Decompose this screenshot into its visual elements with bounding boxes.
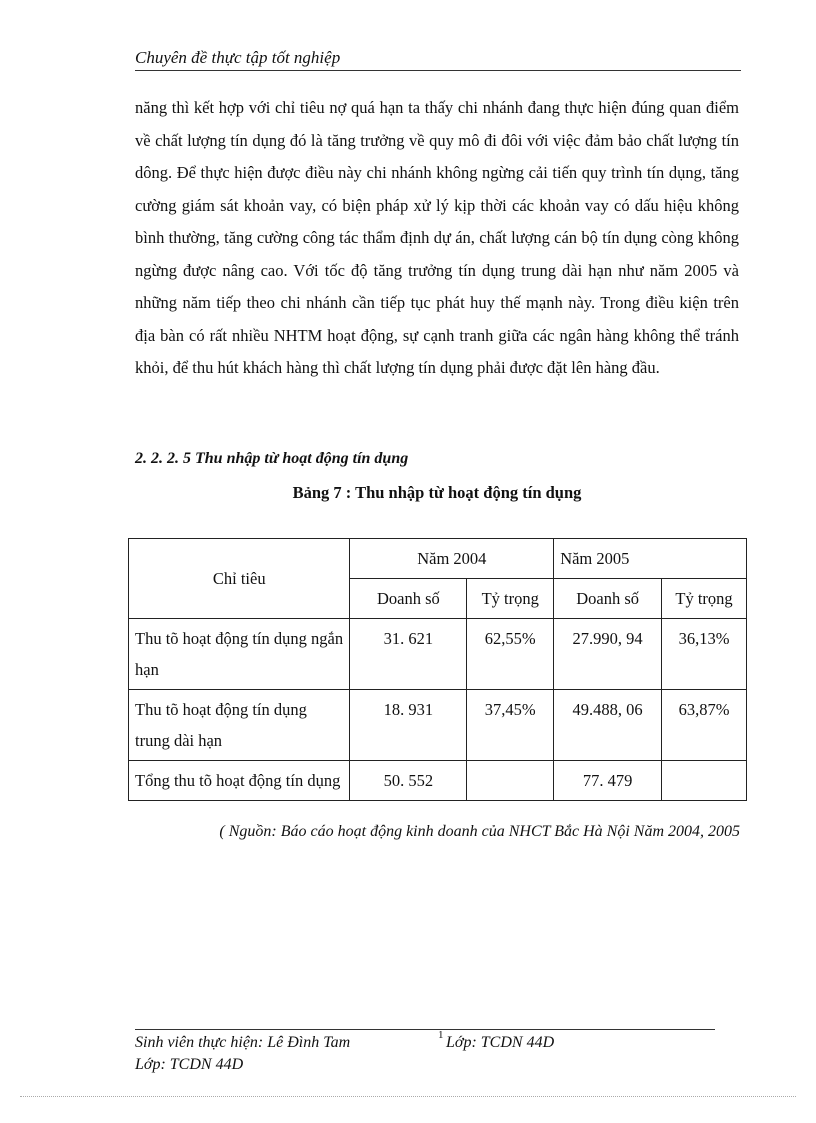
cell-share-2005: 36,13% xyxy=(662,619,747,690)
row-label: Thu tõ hoạt động tín dụng trung dài hạn xyxy=(129,690,350,761)
footer-class-repeat: Lớp: TCDN 44D xyxy=(135,1056,244,1073)
page-header xyxy=(135,48,741,71)
cell-share-2004: 37,45% xyxy=(467,690,554,761)
subheader-revenue-2004: Doanh số xyxy=(350,579,467,619)
cell-revenue-2005: 49.488, 06 xyxy=(554,690,662,761)
row-label: Thu tõ hoạt động tín dụng ngắn hạn xyxy=(129,619,350,690)
cell-revenue-2004: 18. 931 xyxy=(350,690,467,761)
subheader-share-2004: Tỷ trọng xyxy=(467,579,554,619)
header-title: Chuyên đề thực tập tốt nghiệp xyxy=(135,48,341,67)
footer-student: Sinh viên thực hiện: Lê Đình Tam xyxy=(135,1034,351,1051)
cell-share-2004 xyxy=(467,761,554,801)
cell-revenue-2005: 77. 479 xyxy=(554,761,662,801)
page-bottom-border xyxy=(20,1096,796,1097)
header-indicator: Chỉ tiêu xyxy=(129,539,350,619)
body-paragraph: năng thì kết hợp với chỉ tiêu nợ quá hạn ta thấy chi nhánh đang thực hiện đúng quan điểm về chất lượng tín dụng đó là tăng trưởng về quy mô đi đôi với việc đảm bảo chất lượng tín dông. Để thực hiện được điều này chi nhánh không ngừng cải tiến quy trình tín dụng, tăng cường giám sát khoản vay, có biện pháp xử lý kịp thời các khoản vay có dấu hiệu không bình thường, tăng cường công tác thẩm định dự án, chất lượng cán bộ tín dụng còng không ngừng được nâng cao. Với tốc độ tăng trưởng tín dụng trung dài hạn như năm 2005 và những năm tiếp theo chi nhánh cần tiếp tục phát huy thế mạnh này. Trong điều kiện trên địa bàn có rất nhiều NHTM hoạt động, sự cạnh tranh giữa các ngân hàng không thể tránh khỏi, để thu hút khách hàng thì chất lượng tín dụng phải được đặt lên hàng đầu. xyxy=(135,98,739,377)
footer-class: Lớp: TCDN 44D xyxy=(446,1034,555,1051)
footer-page-number: 1 xyxy=(438,1029,444,1041)
cell-revenue-2004: 31. 621 xyxy=(350,619,467,690)
subheader-revenue-2005: Doanh số xyxy=(554,579,662,619)
header-year-2004: Năm 2004 xyxy=(350,539,554,579)
table-row xyxy=(129,690,747,761)
footer-divider xyxy=(135,1029,715,1030)
table-row xyxy=(129,761,747,801)
table-header-row xyxy=(129,539,747,579)
cell-revenue-2005: 27.990, 94 xyxy=(554,619,662,690)
income-table xyxy=(128,538,747,801)
table-caption: Bảng 7 : Thu nhập từ hoạt động tín dụng xyxy=(292,483,582,502)
subheader-share-2005: Tỷ trọng xyxy=(662,579,747,619)
cell-share-2005 xyxy=(662,761,747,801)
cell-share-2005: 63,87% xyxy=(662,690,747,761)
header-year-2005: Năm 2005 xyxy=(554,539,747,579)
table-row xyxy=(129,619,747,690)
cell-revenue-2004: 50. 552 xyxy=(350,761,467,801)
source-note: ( Nguồn: Báo cáo hoạt động kinh doanh của NHCT Bắc Hà Nội Năm 2004, 2005 xyxy=(219,823,740,840)
section-heading: 2. 2. 2. 5 Thu nhập từ hoạt động tín dụng xyxy=(135,450,409,467)
cell-share-2004: 62,55% xyxy=(467,619,554,690)
row-label: Tổng thu tõ hoạt động tín dụng xyxy=(129,761,350,801)
